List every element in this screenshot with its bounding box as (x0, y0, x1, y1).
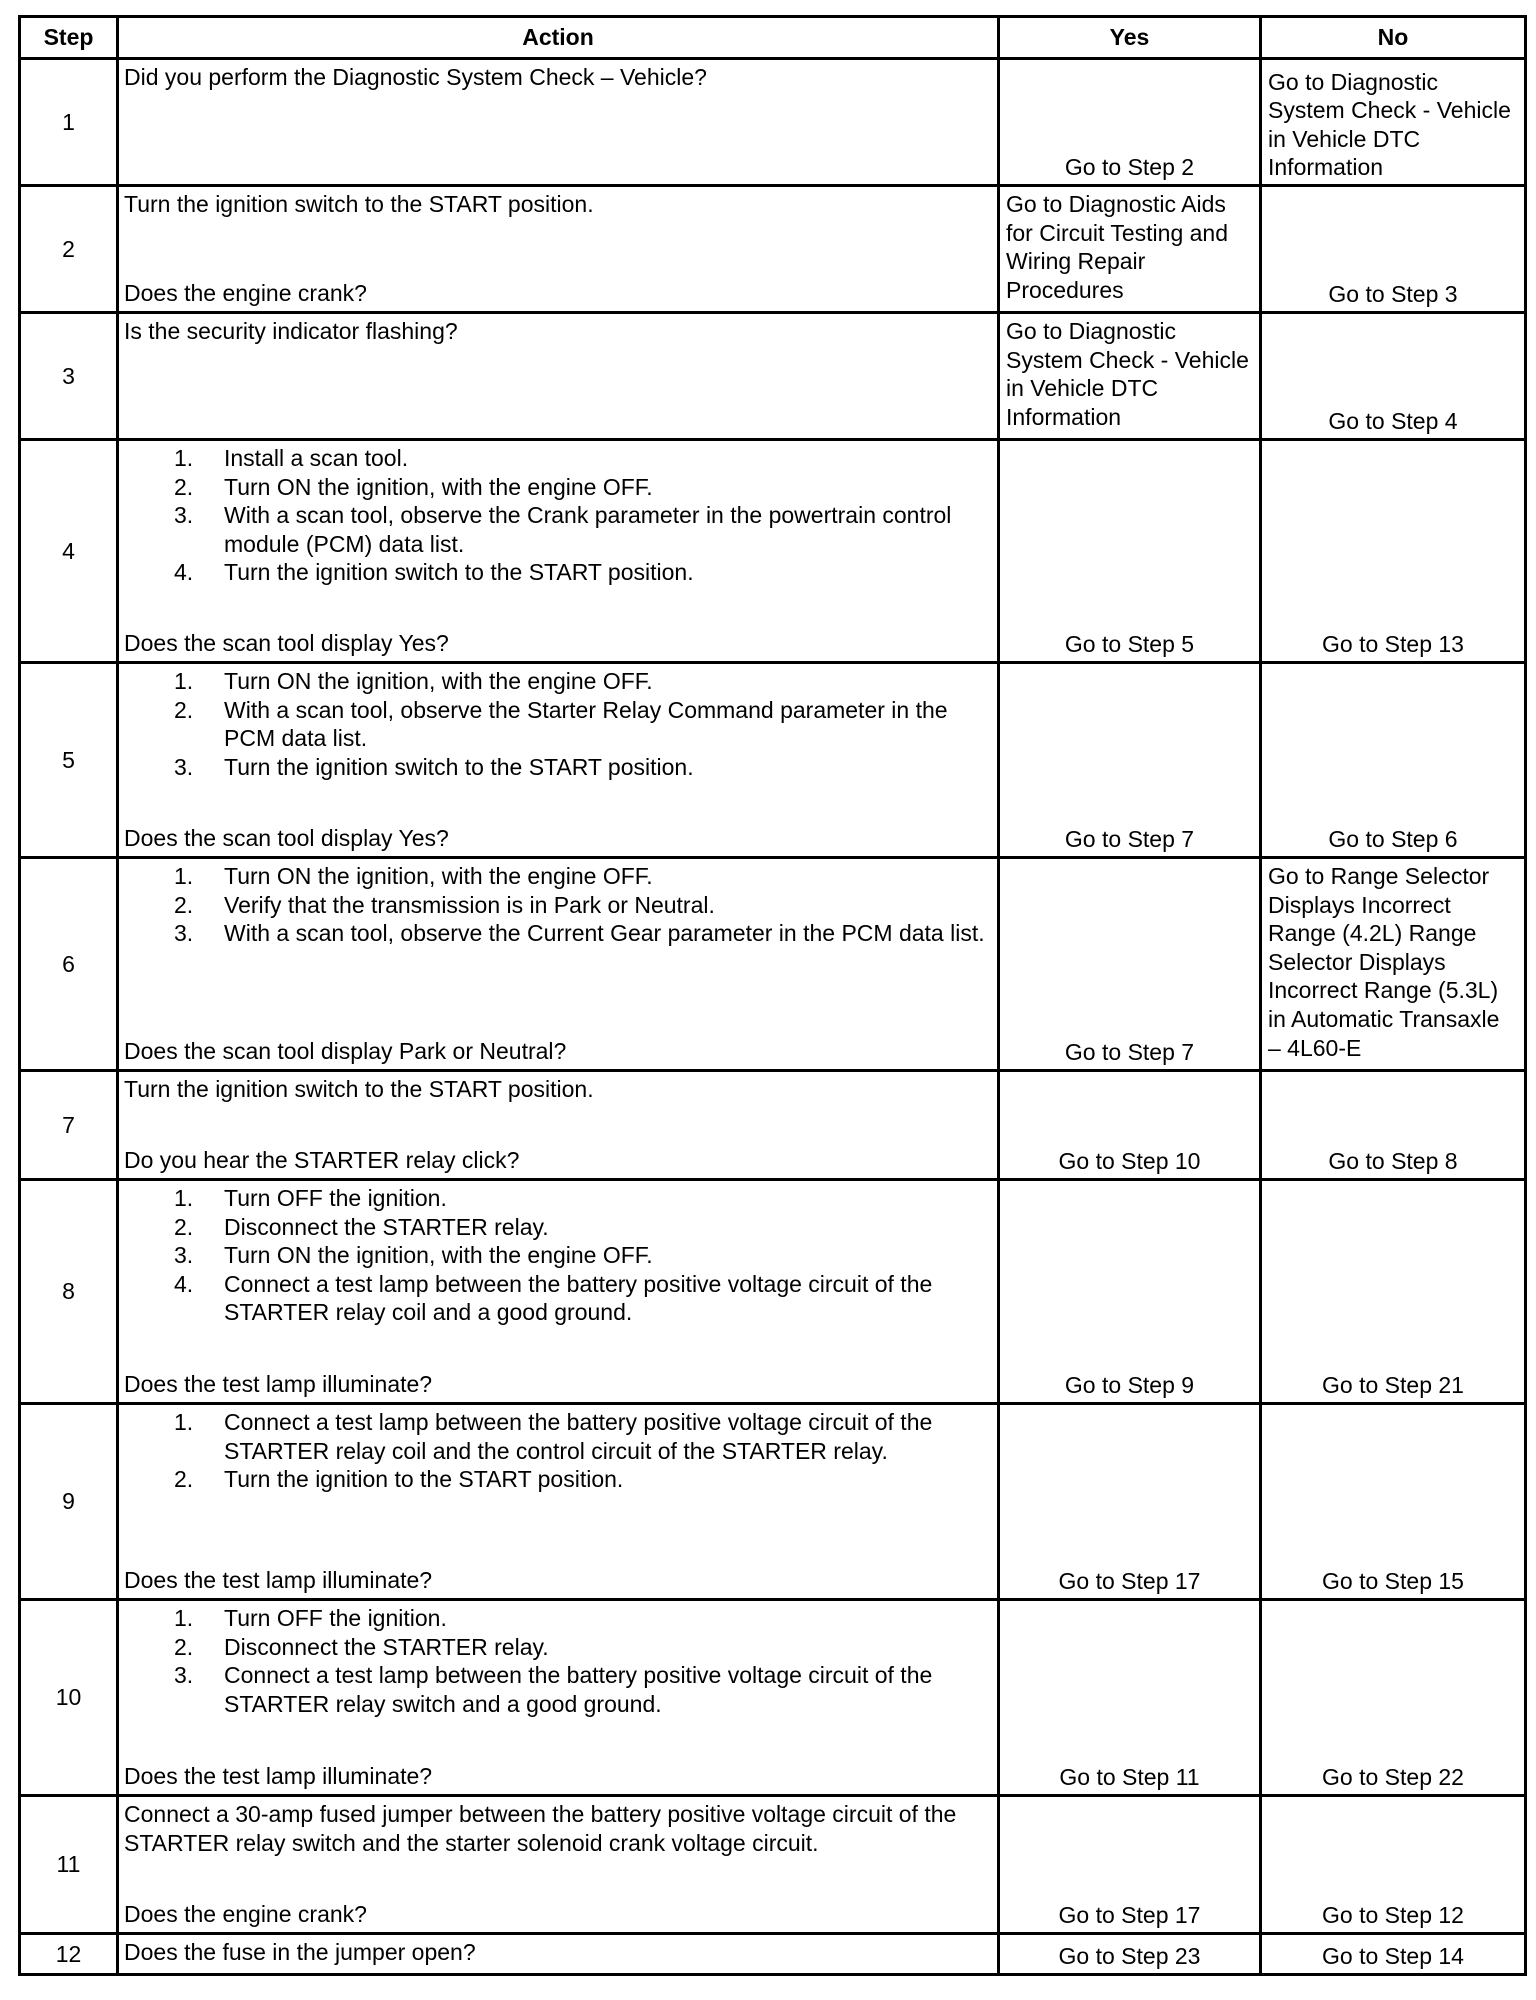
list-item-text: Turn OFF the ignition. (224, 1185, 447, 1211)
action-body (124, 63, 991, 92)
list-item-text: Turn ON the ignition, with the engine OFF. (224, 668, 653, 694)
list-item-text: Verify that the transmission is in Park or Neutral. (224, 891, 715, 918)
yes-result: Go to Step 9 (999, 1180, 1261, 1404)
step-number: 9 (20, 1404, 118, 1600)
list-item-number: 1. (174, 668, 194, 694)
yes-result: Go to Step 17 (999, 1796, 1261, 1934)
list-item-text: Turn ON the ignition, with the engine OFF. (224, 863, 653, 889)
step-number: 7 (20, 1071, 118, 1180)
action-question: Does the scan tool display Yes? (124, 825, 449, 852)
yes-result: Go to Step 2 (999, 59, 1261, 186)
table-row (20, 858, 1526, 1071)
list-item (124, 1184, 991, 1213)
action-text: Did you perform the Diagnostic System Check – Vehicle? (124, 64, 707, 90)
action-body (124, 1800, 991, 1857)
table-row (20, 663, 1526, 858)
header-no: No (1261, 17, 1526, 59)
action-body (124, 862, 991, 948)
action-list (124, 1408, 991, 1494)
list-item-text: Disconnect the STARTER relay. (224, 1633, 549, 1660)
list-item (124, 1465, 991, 1494)
no-result: Go to Step 15 (1261, 1404, 1526, 1600)
no-result: Go to Step 8 (1261, 1071, 1526, 1180)
step-number: 3 (20, 313, 118, 440)
list-item-number: 2. (174, 696, 194, 723)
action-cell (118, 1404, 999, 1600)
action-body (124, 190, 991, 219)
action-cell (118, 186, 999, 313)
yes-result: Go to Step 23 (999, 1934, 1261, 1975)
step-number: 6 (20, 858, 118, 1071)
list-item-text: Turn the ignition to the START position. (224, 1466, 624, 1493)
list-item (124, 473, 991, 502)
list-item-number: 3. (174, 1242, 194, 1269)
action-question: Does the test lamp illuminate? (124, 1567, 433, 1594)
header-row (20, 17, 1526, 59)
step-number: 11 (20, 1796, 118, 1934)
diagnostic-table-container (18, 15, 1524, 1976)
diagnostic-procedure-table (18, 15, 1527, 1976)
action-question: Does the engine crank? (124, 280, 367, 307)
action-cell (118, 1796, 999, 1934)
list-item-number: 3. (174, 920, 194, 947)
no-result: Go to Step 21 (1261, 1180, 1526, 1404)
list-item-text: Turn the ignition switch to the START position. (224, 753, 694, 780)
action-content (124, 1604, 991, 1791)
list-item (124, 1241, 991, 1270)
action-cell (118, 1600, 999, 1796)
list-item-number: 2. (174, 891, 194, 918)
no-result: Go to Step 3 (1261, 186, 1526, 313)
action-cell (118, 59, 999, 186)
list-item-number: 1. (174, 1409, 194, 1435)
action-question: Does the test lamp illuminate? (124, 1371, 433, 1398)
list-item (124, 891, 991, 920)
no-result: Go to Step 13 (1261, 440, 1526, 663)
action-cell (118, 440, 999, 663)
step-number: 1 (20, 59, 118, 186)
action-question: Does the scan tool display Park or Neutral? (124, 1038, 567, 1065)
list-item (124, 1408, 991, 1465)
action-body (124, 317, 991, 346)
action-body (124, 444, 991, 587)
action-cell (118, 1180, 999, 1404)
step-number: 12 (20, 1934, 118, 1975)
list-item (124, 1633, 991, 1662)
list-item (124, 919, 991, 948)
list-item-text: Connect a test lamp between the battery positive voltage circuit of the STARTER relay switch and a good ground. (224, 1662, 933, 1717)
table-row (20, 1404, 1526, 1600)
table-row (20, 186, 1526, 313)
list-item-number: 4. (174, 559, 194, 586)
table-row (20, 313, 1526, 440)
action-content (124, 190, 991, 308)
yes-result: Go to Step 5 (999, 440, 1261, 663)
step-number: 4 (20, 440, 118, 663)
no-result: Go to Diagnostic System Check - Vehicle in Vehicle DTC Information (1261, 59, 1526, 186)
action-content (124, 1408, 991, 1595)
action-body (124, 1075, 991, 1104)
list-item-text: Install a scan tool. (224, 445, 409, 471)
list-item (124, 696, 991, 753)
list-item-text: Disconnect the STARTER relay. (224, 1213, 549, 1240)
no-result: Go to Step 6 (1261, 663, 1526, 858)
action-text: Turn the ignition switch to the START position. (124, 1076, 594, 1102)
action-cell (118, 858, 999, 1071)
list-item-text: Turn ON the ignition, with the engine OFF. (224, 1242, 653, 1269)
action-content (124, 862, 991, 1066)
yes-result: Go to Diagnostic Aids for Circuit Testing and Wiring Repair Procedures (999, 186, 1261, 313)
action-cell (118, 663, 999, 858)
list-item-text: With a scan tool, observe the Crank parameter in the powertrain control module (PCM) data list. (224, 502, 952, 557)
list-item-text: With a scan tool, observe the Starter Relay Command parameter in the PCM data list. (224, 696, 948, 752)
yes-result: Go to Step 17 (999, 1404, 1261, 1600)
table-row (20, 1934, 1526, 1975)
list-item-text: Connect a test lamp between the battery positive voltage circuit of the STARTER relay coil and a good ground. (224, 1270, 933, 1326)
list-item (124, 1213, 991, 1242)
list-item-number: 1. (174, 1605, 194, 1631)
header-yes: Yes (999, 17, 1261, 59)
action-content (124, 317, 991, 435)
list-item-number: 1. (174, 863, 194, 889)
list-item-number: 1. (174, 1185, 194, 1211)
yes-result: Go to Step 7 (999, 858, 1261, 1071)
step-number: 10 (20, 1600, 118, 1796)
action-content (124, 1800, 991, 1929)
table-row (20, 440, 1526, 663)
action-cell (118, 1071, 999, 1180)
action-cell (118, 313, 999, 440)
list-item (124, 558, 991, 587)
list-item (124, 1270, 991, 1327)
step-number: 5 (20, 663, 118, 858)
step-number: 8 (20, 1180, 118, 1404)
action-content (124, 444, 991, 658)
list-item-text: With a scan tool, observe the Current Gear parameter in the PCM data list. (224, 920, 985, 947)
action-body (124, 667, 991, 781)
action-list (124, 1604, 991, 1718)
table-row (20, 1796, 1526, 1934)
action-question: Do you hear the STARTER relay click? (124, 1147, 520, 1174)
action-body (124, 1938, 991, 1967)
list-item (124, 1604, 991, 1633)
action-list (124, 444, 991, 587)
list-item-number: 3. (174, 1662, 194, 1689)
no-result: Go to Step 4 (1261, 313, 1526, 440)
list-item-text: Turn OFF the ignition. (224, 1605, 447, 1631)
action-text: Does the fuse in the jumper open? (124, 1939, 476, 1965)
action-content (124, 63, 991, 181)
no-result: Go to Step 14 (1261, 1934, 1526, 1975)
action-text: Connect a 30-amp fused jumper between the battery positive voltage circuit of the STARTER relay switch and the starter solenoid crank voltage circuit. (124, 1801, 957, 1856)
list-item-number: 2. (174, 1466, 194, 1493)
action-question: Does the test lamp illuminate? (124, 1763, 433, 1790)
action-body (124, 1184, 991, 1327)
table-row (20, 59, 1526, 186)
yes-result: Go to Diagnostic System Check - Vehicle in Vehicle DTC Information (999, 313, 1261, 440)
no-result: Go to Step 12 (1261, 1796, 1526, 1934)
list-item (124, 862, 991, 891)
action-content (124, 667, 991, 853)
list-item-number: 4. (174, 1270, 194, 1297)
action-question: Does the engine crank? (124, 1901, 367, 1928)
list-item-number: 1. (174, 445, 194, 471)
yes-result: Go to Step 7 (999, 663, 1261, 858)
table-row (20, 1600, 1526, 1796)
no-result: Go to Step 22 (1261, 1600, 1526, 1796)
list-item-text: Turn the ignition switch to the START position. (224, 559, 694, 586)
action-content (124, 1184, 991, 1399)
action-list (124, 862, 991, 948)
list-item (124, 753, 991, 782)
list-item-text: Connect a test lamp between the battery positive voltage circuit of the STARTER relay coil and the control circuit of the STARTER relay. (224, 1409, 933, 1464)
yes-result: Go to Step 10 (999, 1071, 1261, 1180)
list-item (124, 501, 991, 558)
list-item-number: 3. (174, 502, 194, 529)
action-body (124, 1408, 991, 1494)
action-list (124, 667, 991, 781)
action-content (124, 1075, 991, 1175)
list-item-number: 2. (174, 473, 194, 500)
table-row (20, 1180, 1526, 1404)
no-result: Go to Range Selector Displays Incorrect Range (4.2L) Range Selector Displays Incorrect Range (5.3L) in Automatic Transaxle – 4L60-E (1261, 858, 1526, 1071)
action-content (124, 1938, 991, 1970)
list-item (124, 667, 991, 696)
list-item-number: 2. (174, 1633, 194, 1660)
action-text: Is the security indicator flashing? (124, 318, 458, 344)
step-number: 2 (20, 186, 118, 313)
action-list (124, 1184, 991, 1327)
table-row (20, 1071, 1526, 1180)
action-body (124, 1604, 991, 1718)
list-item-number: 2. (174, 1213, 194, 1240)
action-text: Turn the ignition switch to the START position. (124, 191, 594, 217)
list-item (124, 1661, 991, 1718)
header-action: Action (118, 17, 999, 59)
action-question: Does the scan tool display Yes? (124, 630, 449, 657)
action-cell (118, 1934, 999, 1975)
list-item-number: 3. (174, 753, 194, 780)
yes-result: Go to Step 11 (999, 1600, 1261, 1796)
header-step: Step (20, 17, 118, 59)
list-item (124, 444, 991, 473)
list-item-text: Turn ON the ignition, with the engine OFF. (224, 473, 653, 500)
